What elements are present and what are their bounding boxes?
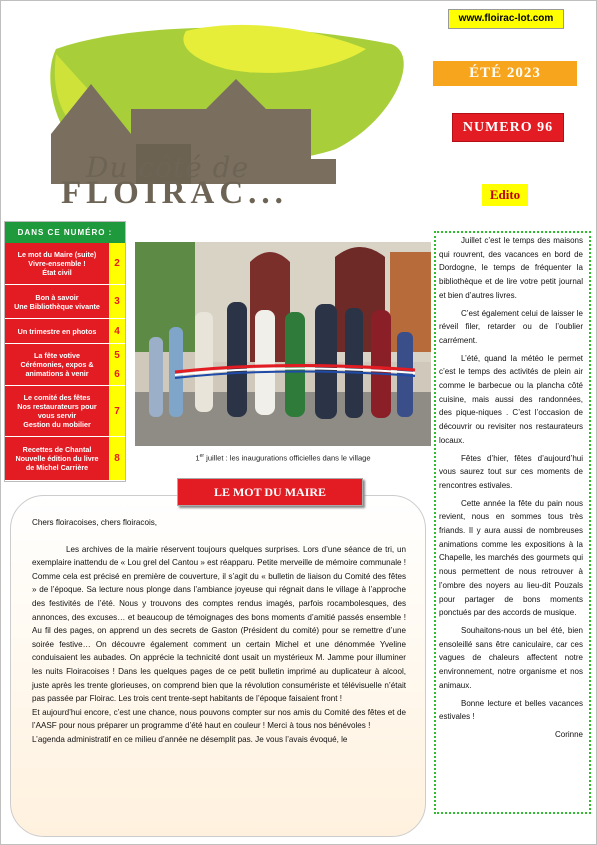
caption-sup: er bbox=[199, 453, 205, 459]
logo-tagline: Du côté de bbox=[86, 151, 250, 184]
toc-item[interactable] bbox=[5, 437, 109, 481]
inauguration-photo bbox=[135, 242, 431, 466]
toc-page-number: 7 bbox=[109, 386, 125, 437]
table-of-contents bbox=[4, 221, 126, 482]
toc-page-number: 2 bbox=[109, 243, 125, 285]
edito-paragraph: Souhaitons-nous un bel été, bien ensoleillé sans être caniculaire, car ces vagues de chaleurs affectent notre environnement, notre organisme et nos animaux. bbox=[439, 625, 583, 690]
mayor-message-text bbox=[32, 516, 406, 747]
edito-text bbox=[439, 234, 583, 742]
toc-item-label: État civil bbox=[42, 268, 72, 277]
mayor-paragraph: Et aujourd’hui encore, c’est une chance, nous pouvons compter sur nos amis du Comité des fêtes et de l’AASF pour nous préparer un programme d’été haut en couleur ! Merci à tous nos bénévoles ! bbox=[32, 707, 406, 731]
photo-caption bbox=[135, 446, 431, 466]
toc-page-number: 5 6 bbox=[109, 344, 125, 386]
toc-item-label: de Michel Carrière bbox=[25, 463, 89, 472]
toc-item-label: Une Bibliothèque vivante bbox=[14, 301, 100, 311]
season-banner: ÉTÉ 2023 bbox=[433, 61, 577, 86]
toc-item-label: Gestion du mobilier bbox=[23, 420, 91, 429]
toc-page-number: 3 bbox=[109, 285, 125, 319]
edito-paragraph: Cette année la fête du pain nous revient, nous en sommes tous très friands. Il y aura aussi de nombreuses animations comme les expositions à la Chapelle, les marchés des gourmets qui nous permettent de nous retrouver à l’ombre des noyers au lieu-dit Pouzals pour partager de bons moments ponctués par des accords de musique. bbox=[439, 498, 583, 618]
logo-title: FLOIRAC... bbox=[61, 175, 288, 211]
toc-item-label: La fête votive bbox=[34, 351, 80, 360]
toc-item-label: Le comité des fêtes bbox=[23, 393, 91, 402]
edito-paragraph: Bonne lecture et belles vacances estivales ! bbox=[439, 698, 583, 722]
edito-paragraph: C’est également celui de laisser le réveil filer, retarder ou de l’oublier carrément. bbox=[439, 308, 583, 345]
edito-paragraph: Juillet c’est le temps des maisons qui rouvrent, des vacances en bord de Dordogne, le temps de fréquenter la bibliothèque et de lire votre petit journal et bien d’autres livres. bbox=[439, 236, 583, 300]
mayor-message-title: LE MOT DU MAIRE bbox=[177, 478, 363, 506]
edito-paragraph: L’été, quand la météo le permet c’est le temps des activités de plein air comme le barbecue ou la plancha côté cuisine, mais aussi des randonnées, des pique-niques . C’est l’occasion de découvrir ou revisiter nos restaurateurs locaux. bbox=[439, 353, 583, 445]
toc-item[interactable] bbox=[5, 319, 109, 344]
toc-item-label: Nouvelle édition du livre bbox=[15, 454, 99, 463]
toc-item-label: Recettes de Chantal bbox=[22, 445, 92, 454]
mayor-greeting: Chers floiracoises, chers floiracois, bbox=[32, 518, 158, 527]
issue-number-badge: NUMERO 96 bbox=[452, 113, 564, 142]
toc-item-label: Un trimestre en photos bbox=[17, 326, 97, 336]
mayor-paragraph: L’agenda administratif en ce milieu d’année ne désemplit pas. Je vous l’avais évoqué, le bbox=[32, 734, 348, 744]
toc-item-label: Vivre-ensemble ! bbox=[28, 259, 86, 268]
toc-item-label: Cérémonies, expos & bbox=[20, 360, 94, 369]
mayor-paragraph: Les archives de la mairie réservent toujours quelques surprises. Lors d’une séance de tri, un exemplaire inattendu de « Lou grel del Cantou » est réapparu. Petite merveille de mémoire communale ! Comme cela est précisé en première de couverture, il s’agit du « bulletin de liaison du Comité des fêtes » de l’époque. Sa lecture nous plonge dans l’ambiance joyeuse qui régnait dans le village à l’approche des festivités de l’été. Nous y trouvons des comptes rendus imagés, parfois rocambolesques, des annonces, des excuses… et beaucoup de témoignages des bons moments d’amitié passés ensemble ! Au fil des pages, on apprend un des secrets de Gaston (Président du comité) pour se remettre d’une soirée festive… On découvre également comment un certain Michel et une dénommée Yveline conduisaient les aubades. On apprécie la technicité dont usait un mystérieux M. Jamme pour illuminer les nuits Floiracoises ! Dans les quelques pages de ce petit bulletin imprimé au duplicateur à alcool, juste après les trente glorieuses, on comprend bien que la révolution consumériste et télévisuelle n’était pas passée par Floirac. Les trois cent trente-sept habitants de l’époque faisaient front ! bbox=[32, 544, 406, 704]
toc-item-label: Bon à savoir bbox=[35, 292, 79, 302]
website-link[interactable]: www.floirac-lot.com bbox=[448, 9, 564, 29]
photo-tree bbox=[135, 242, 195, 352]
toc-page-number: 8 bbox=[109, 437, 125, 481]
toc-page-number: 4 bbox=[109, 319, 125, 344]
toc-item[interactable] bbox=[5, 386, 109, 437]
toc-item[interactable] bbox=[5, 344, 109, 386]
toc-item[interactable] bbox=[5, 285, 109, 319]
toc-item-label: animations à venir bbox=[25, 369, 89, 378]
toc-item-label: Le mot du Maire (suite) bbox=[17, 250, 97, 259]
toc-item-label: Nos restaurateurs pour bbox=[17, 402, 97, 411]
toc-item[interactable] bbox=[5, 243, 109, 285]
edito-signature: Corinne bbox=[554, 729, 583, 739]
caption-text: juillet : les inaugurations officielles dans le village bbox=[204, 453, 371, 463]
edito-paragraph: Fêtes d’hier, fêtes d’aujourd’hui vous saurez tout sur ces moments de rencontres estivales. bbox=[439, 453, 583, 490]
toc-item-label: vous servir bbox=[37, 411, 77, 420]
caption-day: 1 bbox=[195, 453, 200, 463]
toc-heading: DANS CE NUMÉRO : bbox=[5, 222, 125, 243]
edito-heading: Edito bbox=[482, 184, 528, 206]
